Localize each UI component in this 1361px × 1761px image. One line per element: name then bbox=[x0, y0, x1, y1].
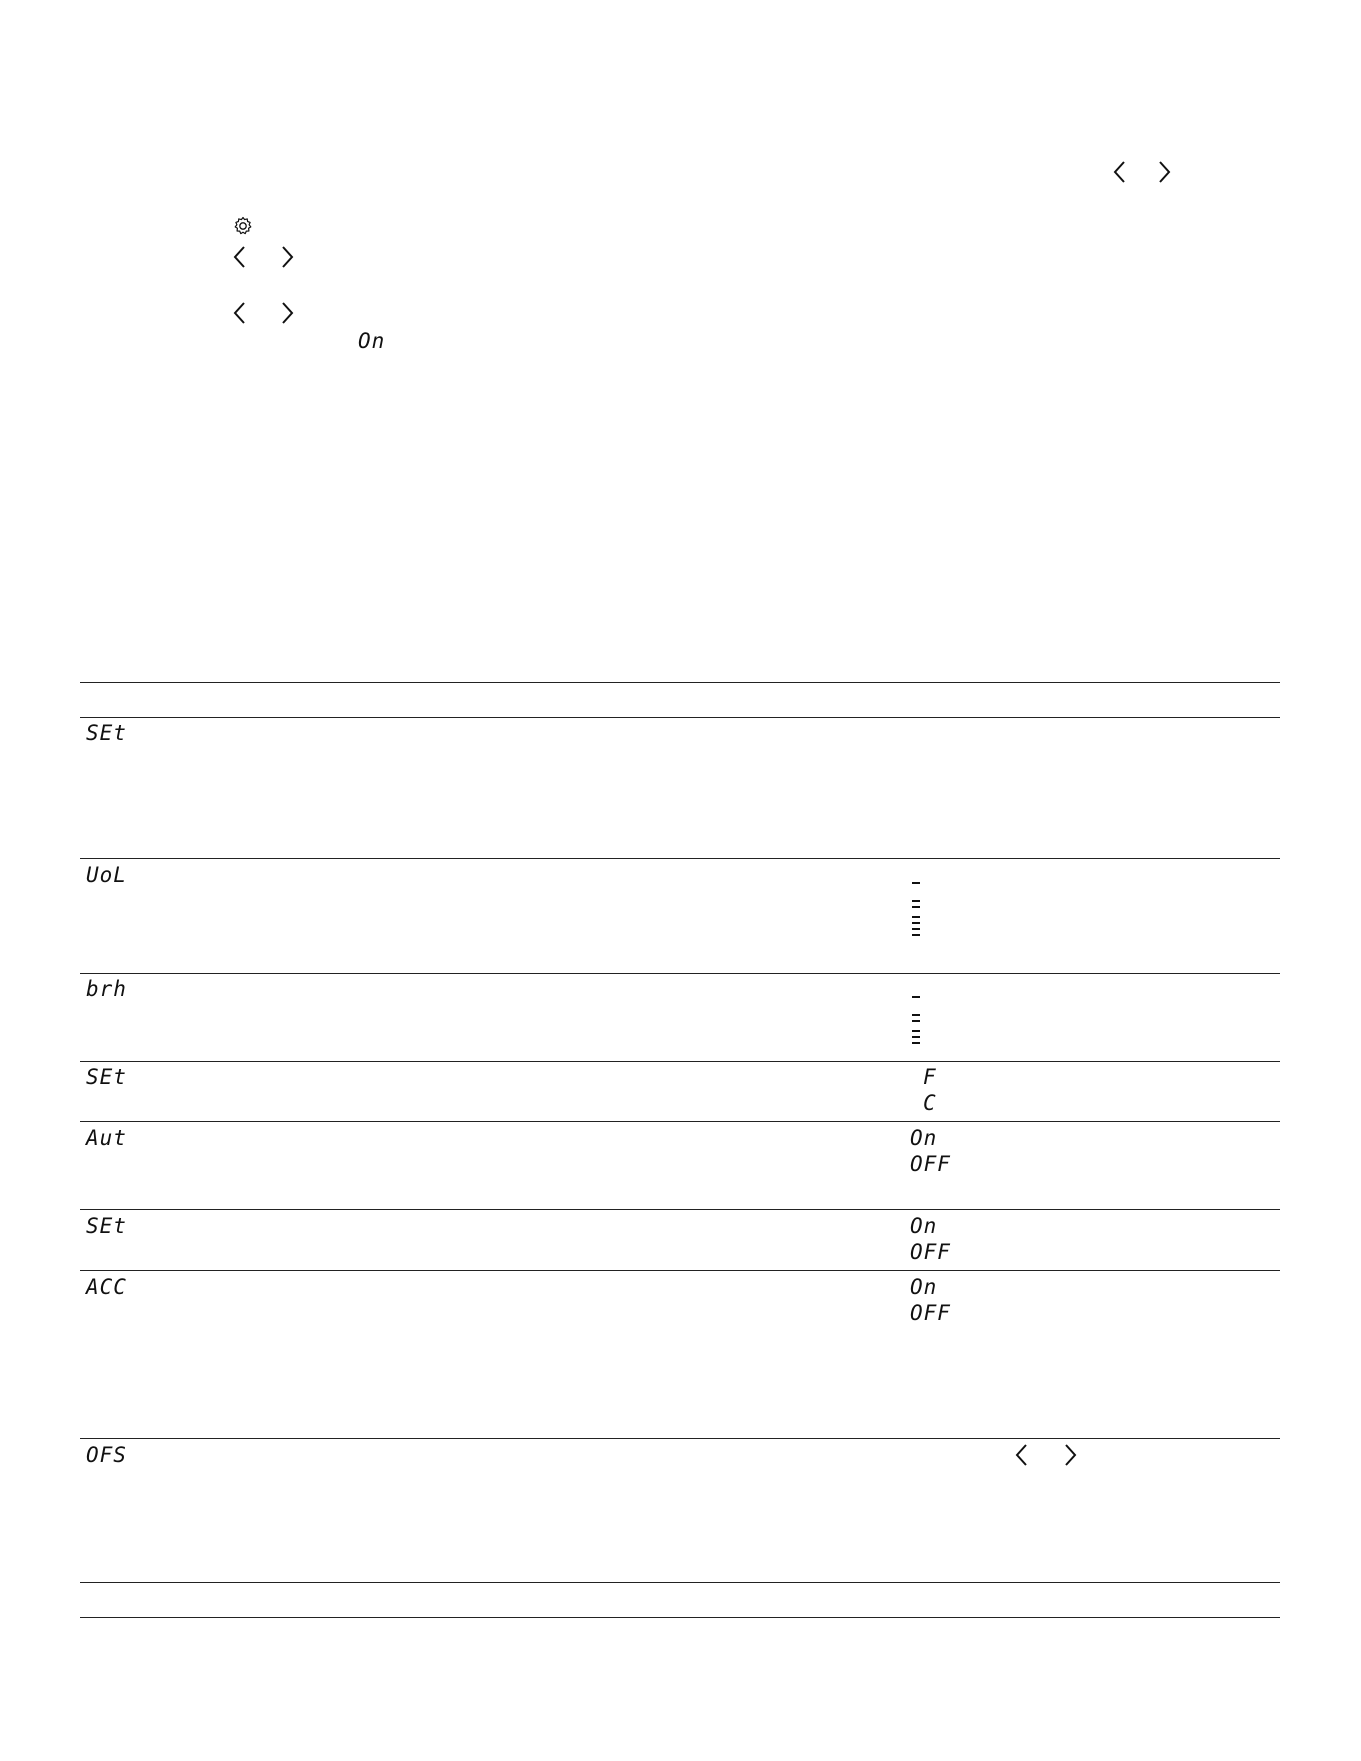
volume-level-bars bbox=[912, 878, 924, 938]
setting-code-set-units: SEt bbox=[86, 1065, 127, 1089]
option-off: OFF bbox=[910, 1301, 951, 1325]
option-on: On bbox=[910, 1214, 938, 1238]
chevron-left-icon bbox=[230, 244, 250, 270]
option-fahrenheit: F bbox=[923, 1065, 937, 1089]
option-on: On bbox=[910, 1275, 938, 1299]
row-divider bbox=[80, 1121, 1280, 1122]
table-top-rule bbox=[80, 682, 1280, 683]
chevron-right-icon bbox=[1060, 1442, 1080, 1468]
option-celsius: C bbox=[923, 1091, 937, 1115]
table-bottom-rule bbox=[80, 1582, 1280, 1583]
display-on-indicator: On bbox=[358, 329, 386, 353]
row-divider bbox=[80, 1209, 1280, 1210]
option-off: OFF bbox=[910, 1152, 951, 1176]
chevron-right-icon bbox=[277, 244, 297, 270]
setting-code-set-toggle: SEt bbox=[86, 1214, 127, 1238]
setting-code-auto: Aut bbox=[86, 1126, 127, 1150]
row-divider bbox=[80, 973, 1280, 974]
option-on: On bbox=[910, 1126, 938, 1150]
row-divider bbox=[80, 858, 1280, 859]
chevron-left-icon bbox=[230, 300, 250, 326]
setting-code-volume: UoL bbox=[86, 863, 127, 887]
setting-code-acc: ACC bbox=[86, 1275, 127, 1299]
brightness-level-bars bbox=[912, 992, 924, 1052]
chevron-right-icon bbox=[277, 300, 297, 326]
table-end-rule bbox=[80, 1617, 1280, 1618]
chevron-right-icon bbox=[1154, 159, 1174, 185]
setting-code-brightness: brh bbox=[86, 977, 127, 1001]
row-divider bbox=[80, 1270, 1280, 1271]
gear-icon bbox=[232, 215, 254, 237]
chevron-left-icon bbox=[1110, 159, 1130, 185]
chevron-left-icon bbox=[1012, 1442, 1032, 1468]
setting-code-offset: OFS bbox=[86, 1443, 127, 1467]
row-divider bbox=[80, 1061, 1280, 1062]
row-divider bbox=[80, 1438, 1280, 1439]
table-header-rule bbox=[80, 717, 1280, 718]
setting-code-set: SEt bbox=[86, 721, 127, 745]
option-off: OFF bbox=[910, 1240, 951, 1264]
